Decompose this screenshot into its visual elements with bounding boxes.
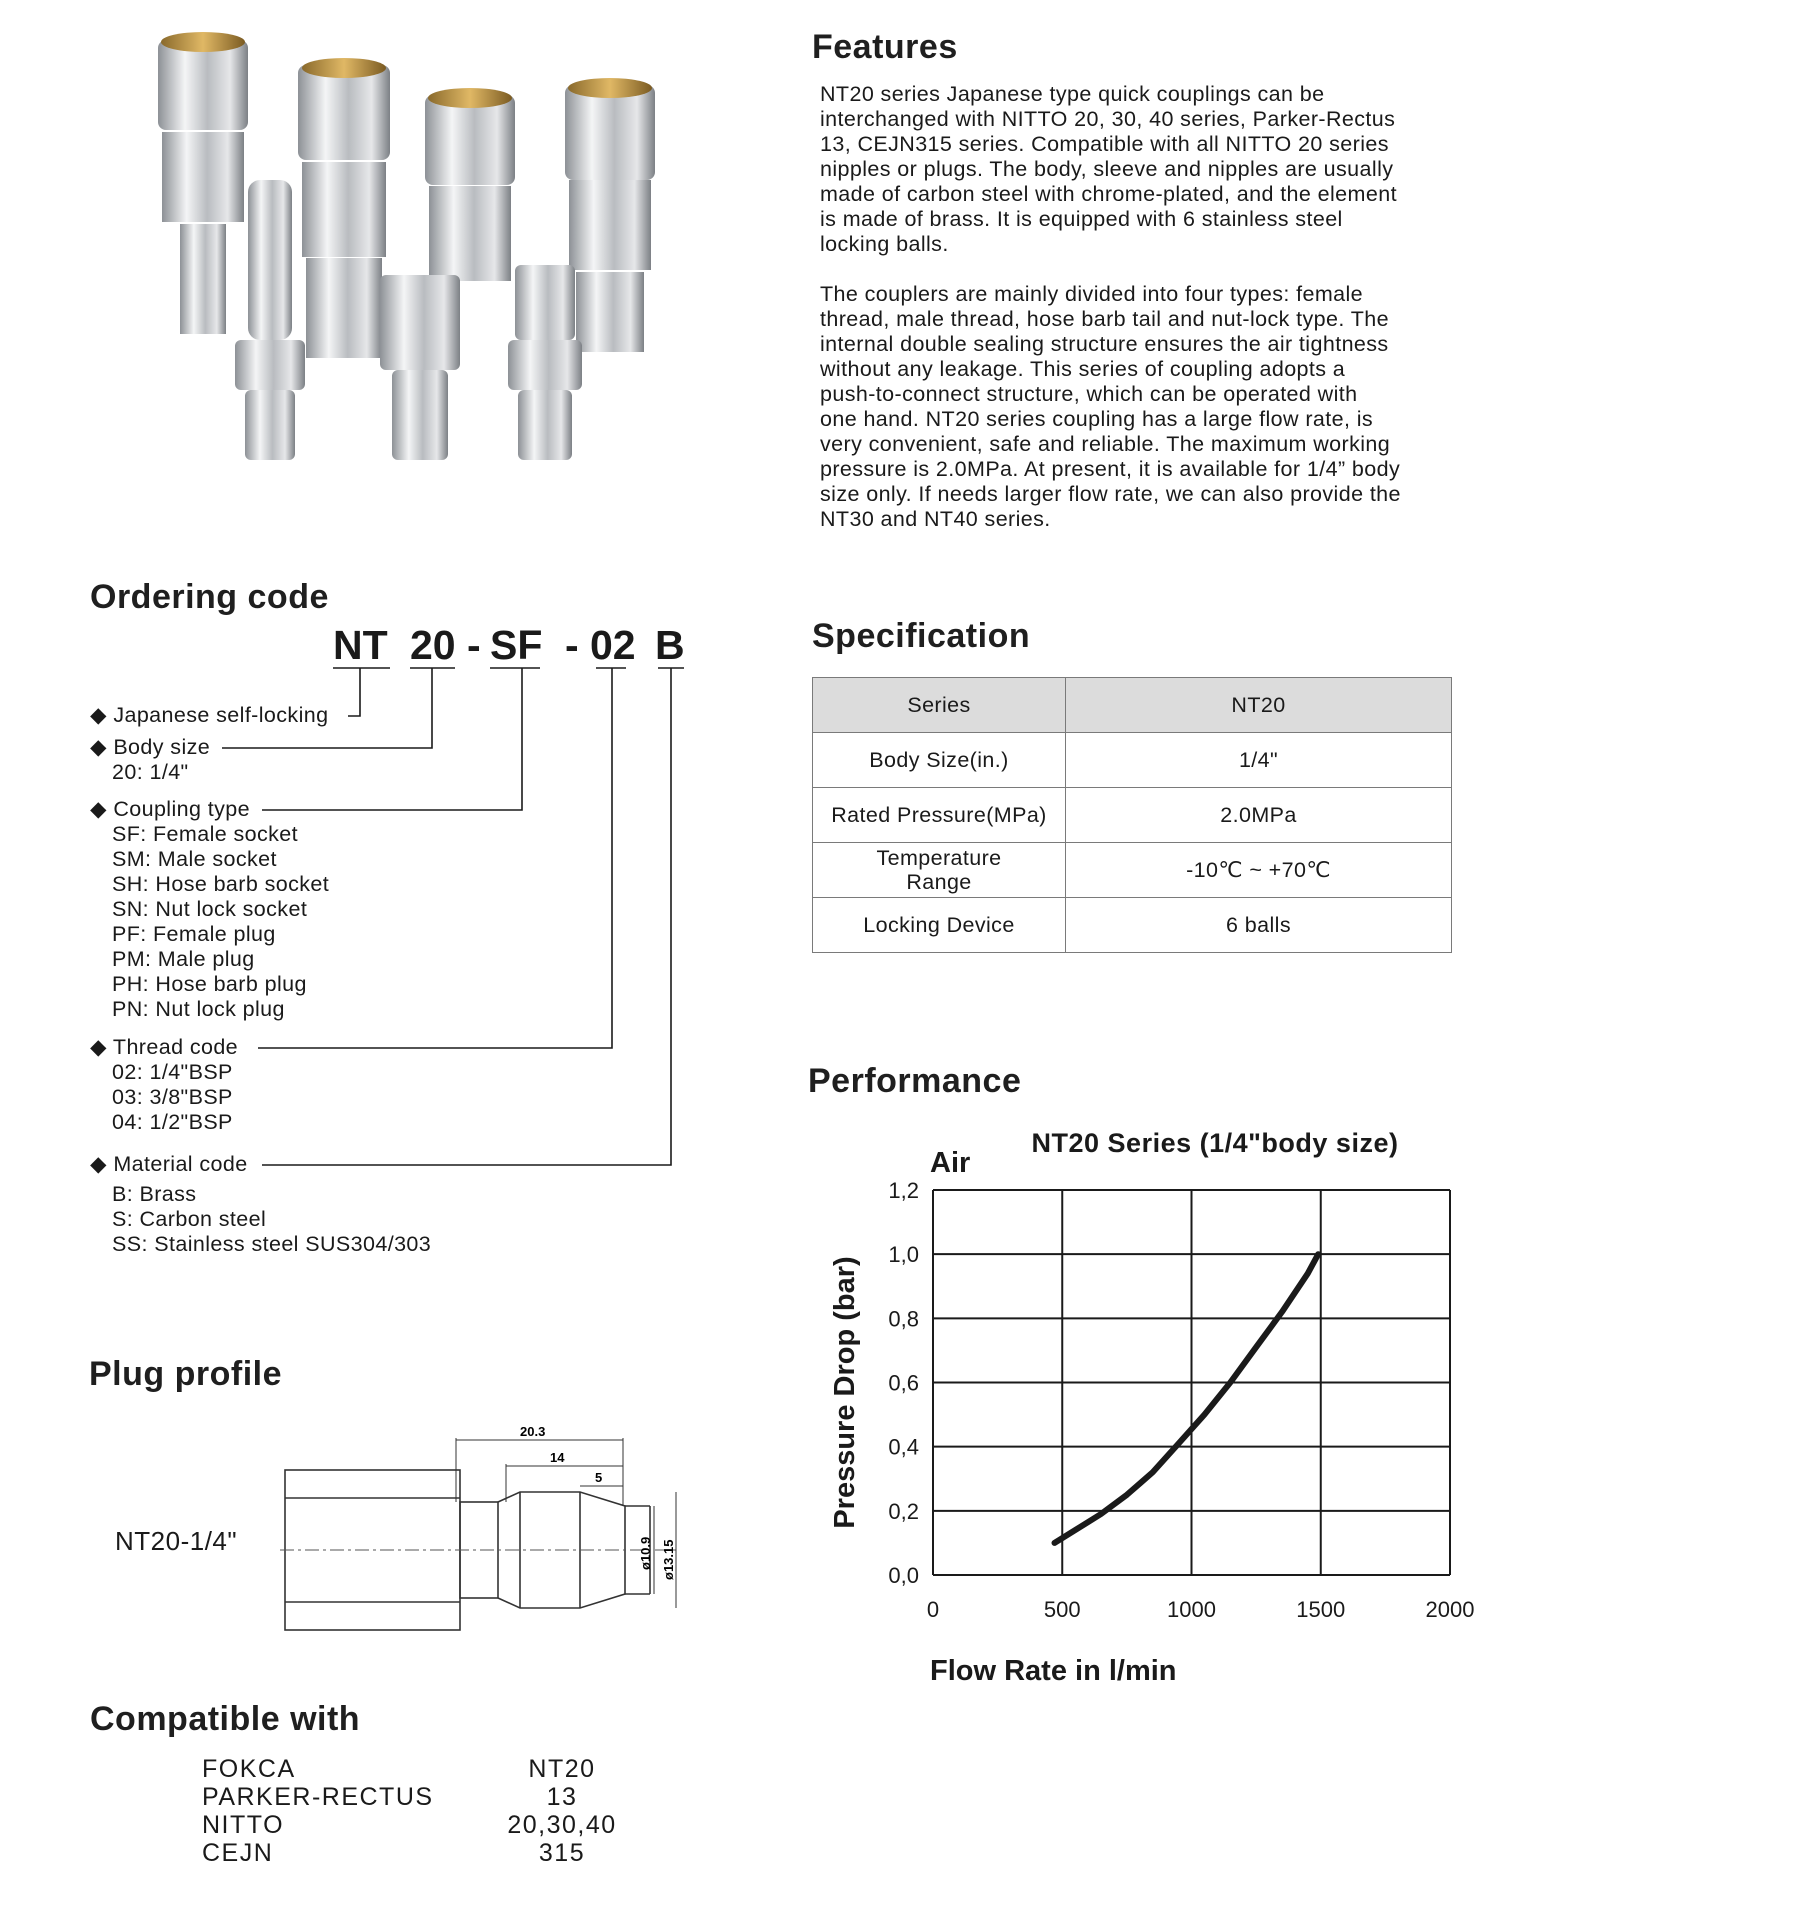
table-header-cell: NT20	[1066, 678, 1452, 733]
ordering-body-size-values: 20: 1/4"	[112, 760, 189, 784]
compatible-model: 20,30,40	[507, 1811, 617, 1839]
dimension-label: 20.3	[520, 1424, 546, 1439]
ordering-code-heading: Ordering code	[90, 578, 329, 616]
x-tick-label: 1000	[1167, 1597, 1216, 1622]
code-part-material: B	[655, 622, 685, 668]
x-tick-label: 0	[926, 1597, 940, 1622]
table-cell: -10℃ ~ +70℃	[1066, 843, 1452, 898]
code-separator: -	[467, 622, 481, 668]
compatible-brand: NITTO	[202, 1811, 285, 1839]
ordering-self-locking: ◆ Japanese self-locking	[90, 703, 329, 727]
chart-series-line	[1055, 1254, 1319, 1543]
y-tick-label: 1,2	[888, 1178, 919, 1203]
table-cell: Body Size(in.)	[813, 733, 1066, 788]
table-row	[813, 843, 1452, 898]
plug-profile-drawing	[280, 1420, 700, 1650]
table-cell: Locking Device	[813, 898, 1066, 953]
code-part-body-size: 20	[410, 622, 456, 668]
y-tick-label: 0,2	[888, 1498, 919, 1524]
performance-heading: Performance	[808, 1062, 1022, 1100]
y-tick-label: 0,4	[888, 1434, 919, 1460]
table-cell: 6 balls	[1066, 898, 1452, 953]
dimension-label: ø13.15	[661, 1539, 676, 1580]
y-tick-label: 0,6	[888, 1370, 919, 1396]
ordering-coupling-type-label: ◆ Coupling type	[90, 797, 250, 821]
features-paragraph-2: The couplers are mainly divided into four types: female thread, male thread, hose barb tail and nut-lock type. The internal double sealing structure ensures the air tightness without any leakage. This series of coupling adopts a push-to-connect structure, which can be operated with one hand. NT20 series coupling has a large flow rate, is very convenient, safe and reliable. The maximum working pressure is 2.0MPa. At present, it is available for 1/4” body size only. If needs larger flow rate, we can also provide the NT30 and NT40 series.	[820, 282, 1401, 531]
table-cell: Temperature Range	[813, 843, 1066, 898]
compatible-model: 315	[538, 1839, 586, 1867]
compatible-model: NT20	[528, 1755, 596, 1783]
x-tick-label: 1500	[1296, 1597, 1346, 1622]
table-cell: 2.0MPa	[1066, 788, 1452, 843]
performance-chart	[800, 1110, 1500, 1700]
ordering-code-leader-lines	[0, 0, 720, 1180]
features-heading: Features	[812, 28, 958, 66]
y-tick-label: 0,0	[888, 1563, 919, 1588]
compatible-model: 13	[546, 1783, 578, 1811]
compatible-brand: PARKER-RECTUS	[202, 1783, 434, 1811]
ordering-thread-code-label: ◆ Thread code	[90, 1035, 239, 1059]
table-cell: 1/4"	[1066, 733, 1452, 788]
ordering-material-code-label: ◆ Material code	[90, 1152, 248, 1176]
x-tick-label: 2000	[1425, 1597, 1475, 1622]
dimension-label: 14	[550, 1450, 565, 1465]
code-part-thread: 02	[590, 622, 636, 668]
table-row	[813, 898, 1452, 953]
ordering-material-code-values: B: Brass S: Carbon steel SS: Stainless steel SUS304/303	[112, 1182, 432, 1256]
x-tick-label: 500	[1043, 1597, 1081, 1622]
compatible-brand: CEJN	[202, 1839, 274, 1867]
features-paragraph-1: NT20 series Japanese type quick couplings can be interchanged with NITTO 20, 30, 40 series, Parker-Rectus 13, CEJN315 series. Compatible with all NITTO 20 series nipples or plugs. The body, sleeve and nipples are usually made of carbon steel with chrome-plated, and the element is made of brass. It is equipped with 6 stainless steel locking balls.	[820, 82, 1397, 256]
table-header-cell: Series	[813, 678, 1066, 733]
table-header-row	[813, 678, 1452, 733]
chart-medium-label: Air	[930, 1147, 971, 1179]
code-part-coupling-type: SF	[490, 622, 543, 668]
table-row	[813, 733, 1452, 788]
y-tick-label: 1,0	[888, 1242, 919, 1268]
ordering-body-size-label: ◆ Body size	[90, 735, 211, 759]
specification-table	[812, 677, 1452, 953]
ordering-coupling-type-values: SF: Female socket SM: Male socket SH: Hose barb socket SN: Nut lock socket PF: Female plug PM: Male plug PH: Hose barb plug PN: Nut lock plug	[112, 822, 330, 1021]
code-part-series: NT	[333, 622, 388, 668]
compatible-brand: FOKCA	[202, 1755, 296, 1783]
plug-profile-heading: Plug profile	[89, 1355, 282, 1393]
y-axis-label: Pressure Drop (bar)	[829, 1256, 861, 1529]
dimension-label: ø10.9	[638, 1536, 653, 1570]
x-axis-label: Flow Rate in l/min	[930, 1655, 1177, 1687]
dimension-label: 5	[595, 1470, 603, 1485]
code-separator: -	[565, 622, 579, 668]
compatible-heading: Compatible with	[90, 1700, 361, 1738]
chart-title: NT20 Series (1/4"body size)	[1031, 1128, 1399, 1158]
y-tick-label: 0,8	[888, 1306, 919, 1332]
ordering-thread-code-values: 02: 1/4"BSP 03: 3/8"BSP 04: 1/2"BSP	[112, 1060, 233, 1134]
plug-profile-model: NT20-1/4"	[115, 1526, 238, 1556]
table-cell: Rated Pressure(MPa)	[813, 788, 1066, 843]
specification-heading: Specification	[812, 617, 1031, 655]
table-row	[813, 788, 1452, 843]
